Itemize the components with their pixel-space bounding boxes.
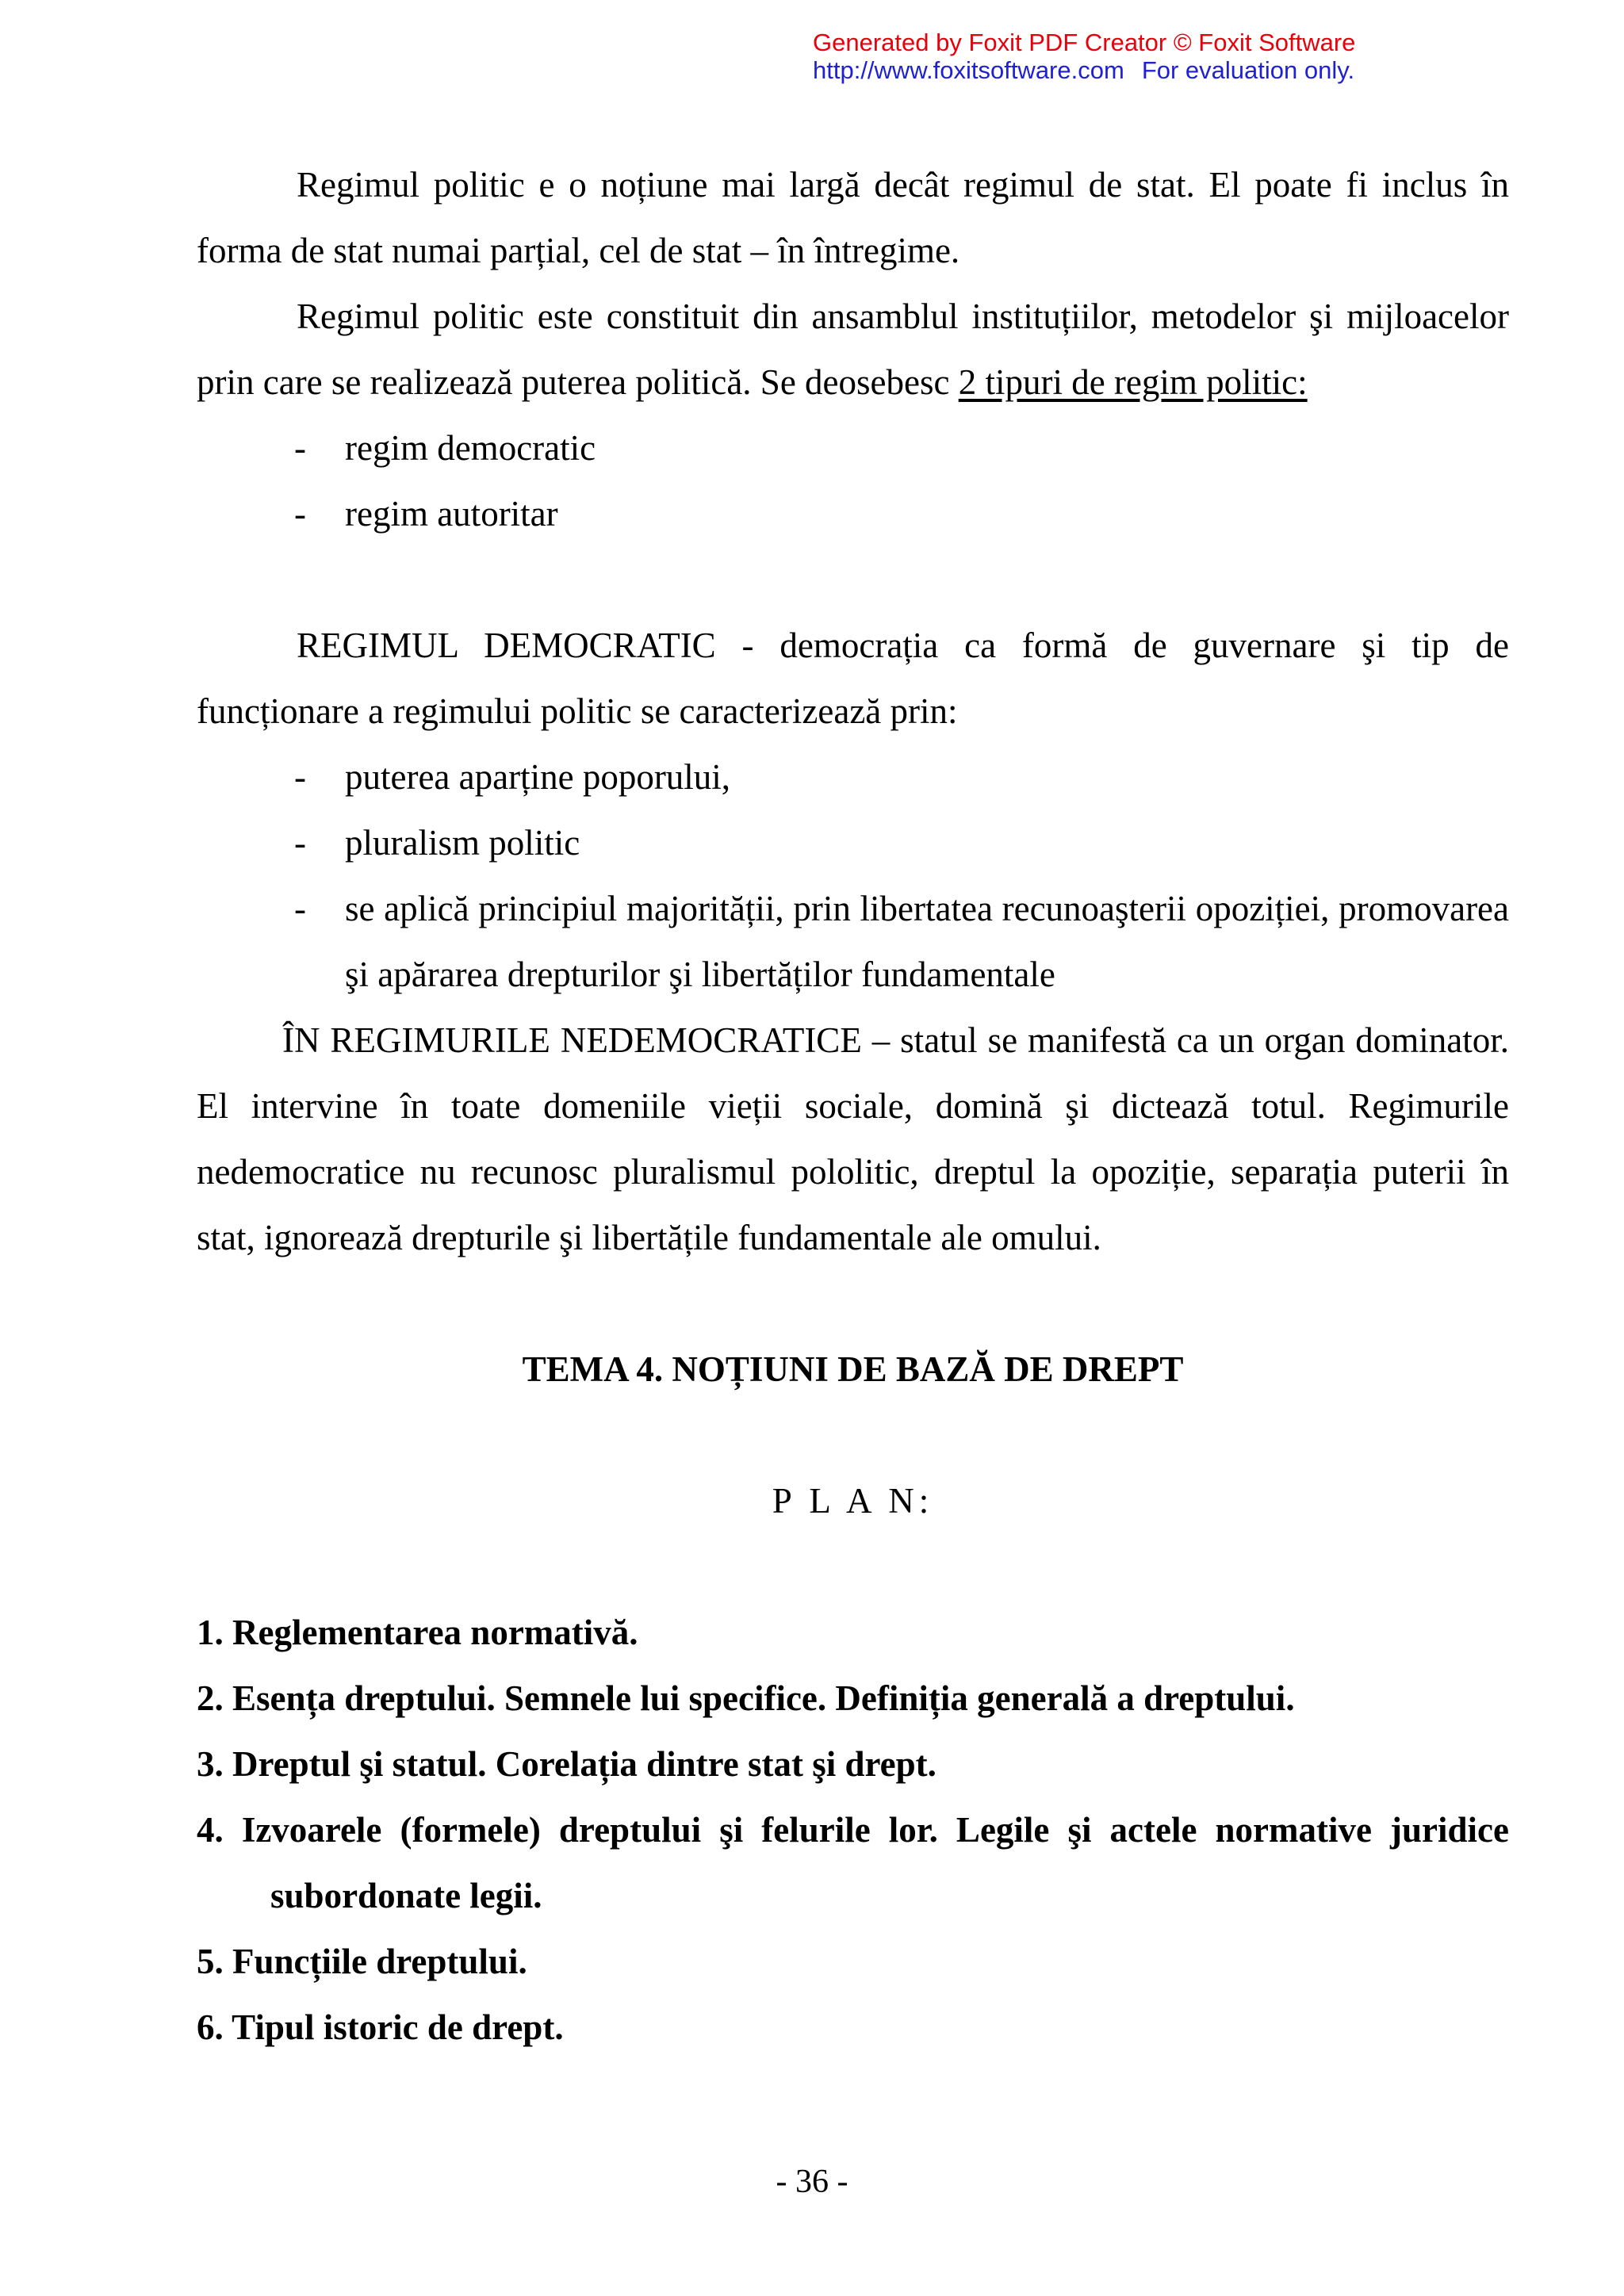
paragraph-regimuri-nedemocratice: ÎN REGIMURILE NEDEMOCRATICE – statul se manifestă ca un organ dominator. El intervine în toate domeniile vieții sociale, domină şi dictează totul. Regimurile nedemocratice nu recunosc pluralismul pololitic, dreptul la opoziție, separația puterii în stat, ignorează drepturile şi libertățile fundamentale ale omului. [197,1020,1509,1257]
list-item-text: se aplică principiul majorității, prin libertatea recunoaşterii opoziției, promovarea şi apărarea drepturilor şi libertăților fundamentale [345,889,1509,994]
list-item: - puterea aparține poporului, [294,757,731,797]
page-number: - 36 - [776,2164,848,2200]
list-item: - regim autoritar [294,494,558,534]
plan-item: 5. Funcțiile dreptului. [197,1942,527,1981]
list-item: - regim democratic [294,428,596,468]
plan-item: 1. Reglementarea normativă. [197,1613,638,1652]
section-title: TEMA 4. NOȚIUNI DE BAZĂ DE DREPT [522,1349,1184,1389]
list-item: - pluralism politic [294,823,580,863]
list-item-text: regim autoritar [345,494,558,534]
plan-item-line: 4. Izvoarele (formele) dreptului şi felurile lor. Legile şi actele normative juridice [197,1810,1509,1850]
watermark-line-2 [813,56,1355,84]
list-item-text: puterea aparține poporului, [345,757,731,797]
plan-item [197,1797,1509,1929]
foxit-watermark [813,29,1355,84]
plan-item: 2. Esența dreptului. Semnele lui specifice. Definiția generală a dreptului. [197,1678,1295,1718]
underlined-tipuri-regim: 2 tipuri de regim politic: [958,362,1308,402]
paragraph-regim-constituit [197,284,1509,415]
list-item-text: pluralism politic [345,823,580,863]
watermark-url: http://www.foxitsoftware.com [813,56,1124,84]
page-content [197,152,1509,2061]
paragraph-regimul-democratic: REGIMUL DEMOCRATIC - democrația ca formă de guvernare şi tip de funcționare a regimului politic se caracterizează prin: [197,626,1509,731]
paragraph-regim-politic: Regimul politic e o noțiune mai largă decât regimul de stat. El poate fi inclus în forma de stat numai parțial, cel de stat – în întregime. [197,165,1509,270]
watermark-note: For evaluation only. [1141,56,1355,84]
plan-item: 3. Dreptul şi statul. Corelația dintre stat şi drept. [197,1744,936,1784]
paragraph-regim-constituit-text: Regimul politic este constituit din ansamblul instituțiilor, metodelor şi mijloacelor prin care se realizează puterea politică. Se deosebesc [197,297,1509,402]
plan-item-continuation: subordonate legii. [270,1876,542,1915]
list-item: - se aplică principiul majorității, prin libertatea recunoaşterii opoziției, promovarea şi apărarea drepturilor şi libertăților fundamentale [294,889,1509,994]
list-item-text: regim democratic [345,428,596,468]
watermark-line-1: Generated by Foxit PDF Creator © Foxit Software [813,29,1356,56]
plan-item: 6. Tipul istoric de drept. [197,2007,564,2047]
plan-heading: P L A N: [772,1481,934,1521]
